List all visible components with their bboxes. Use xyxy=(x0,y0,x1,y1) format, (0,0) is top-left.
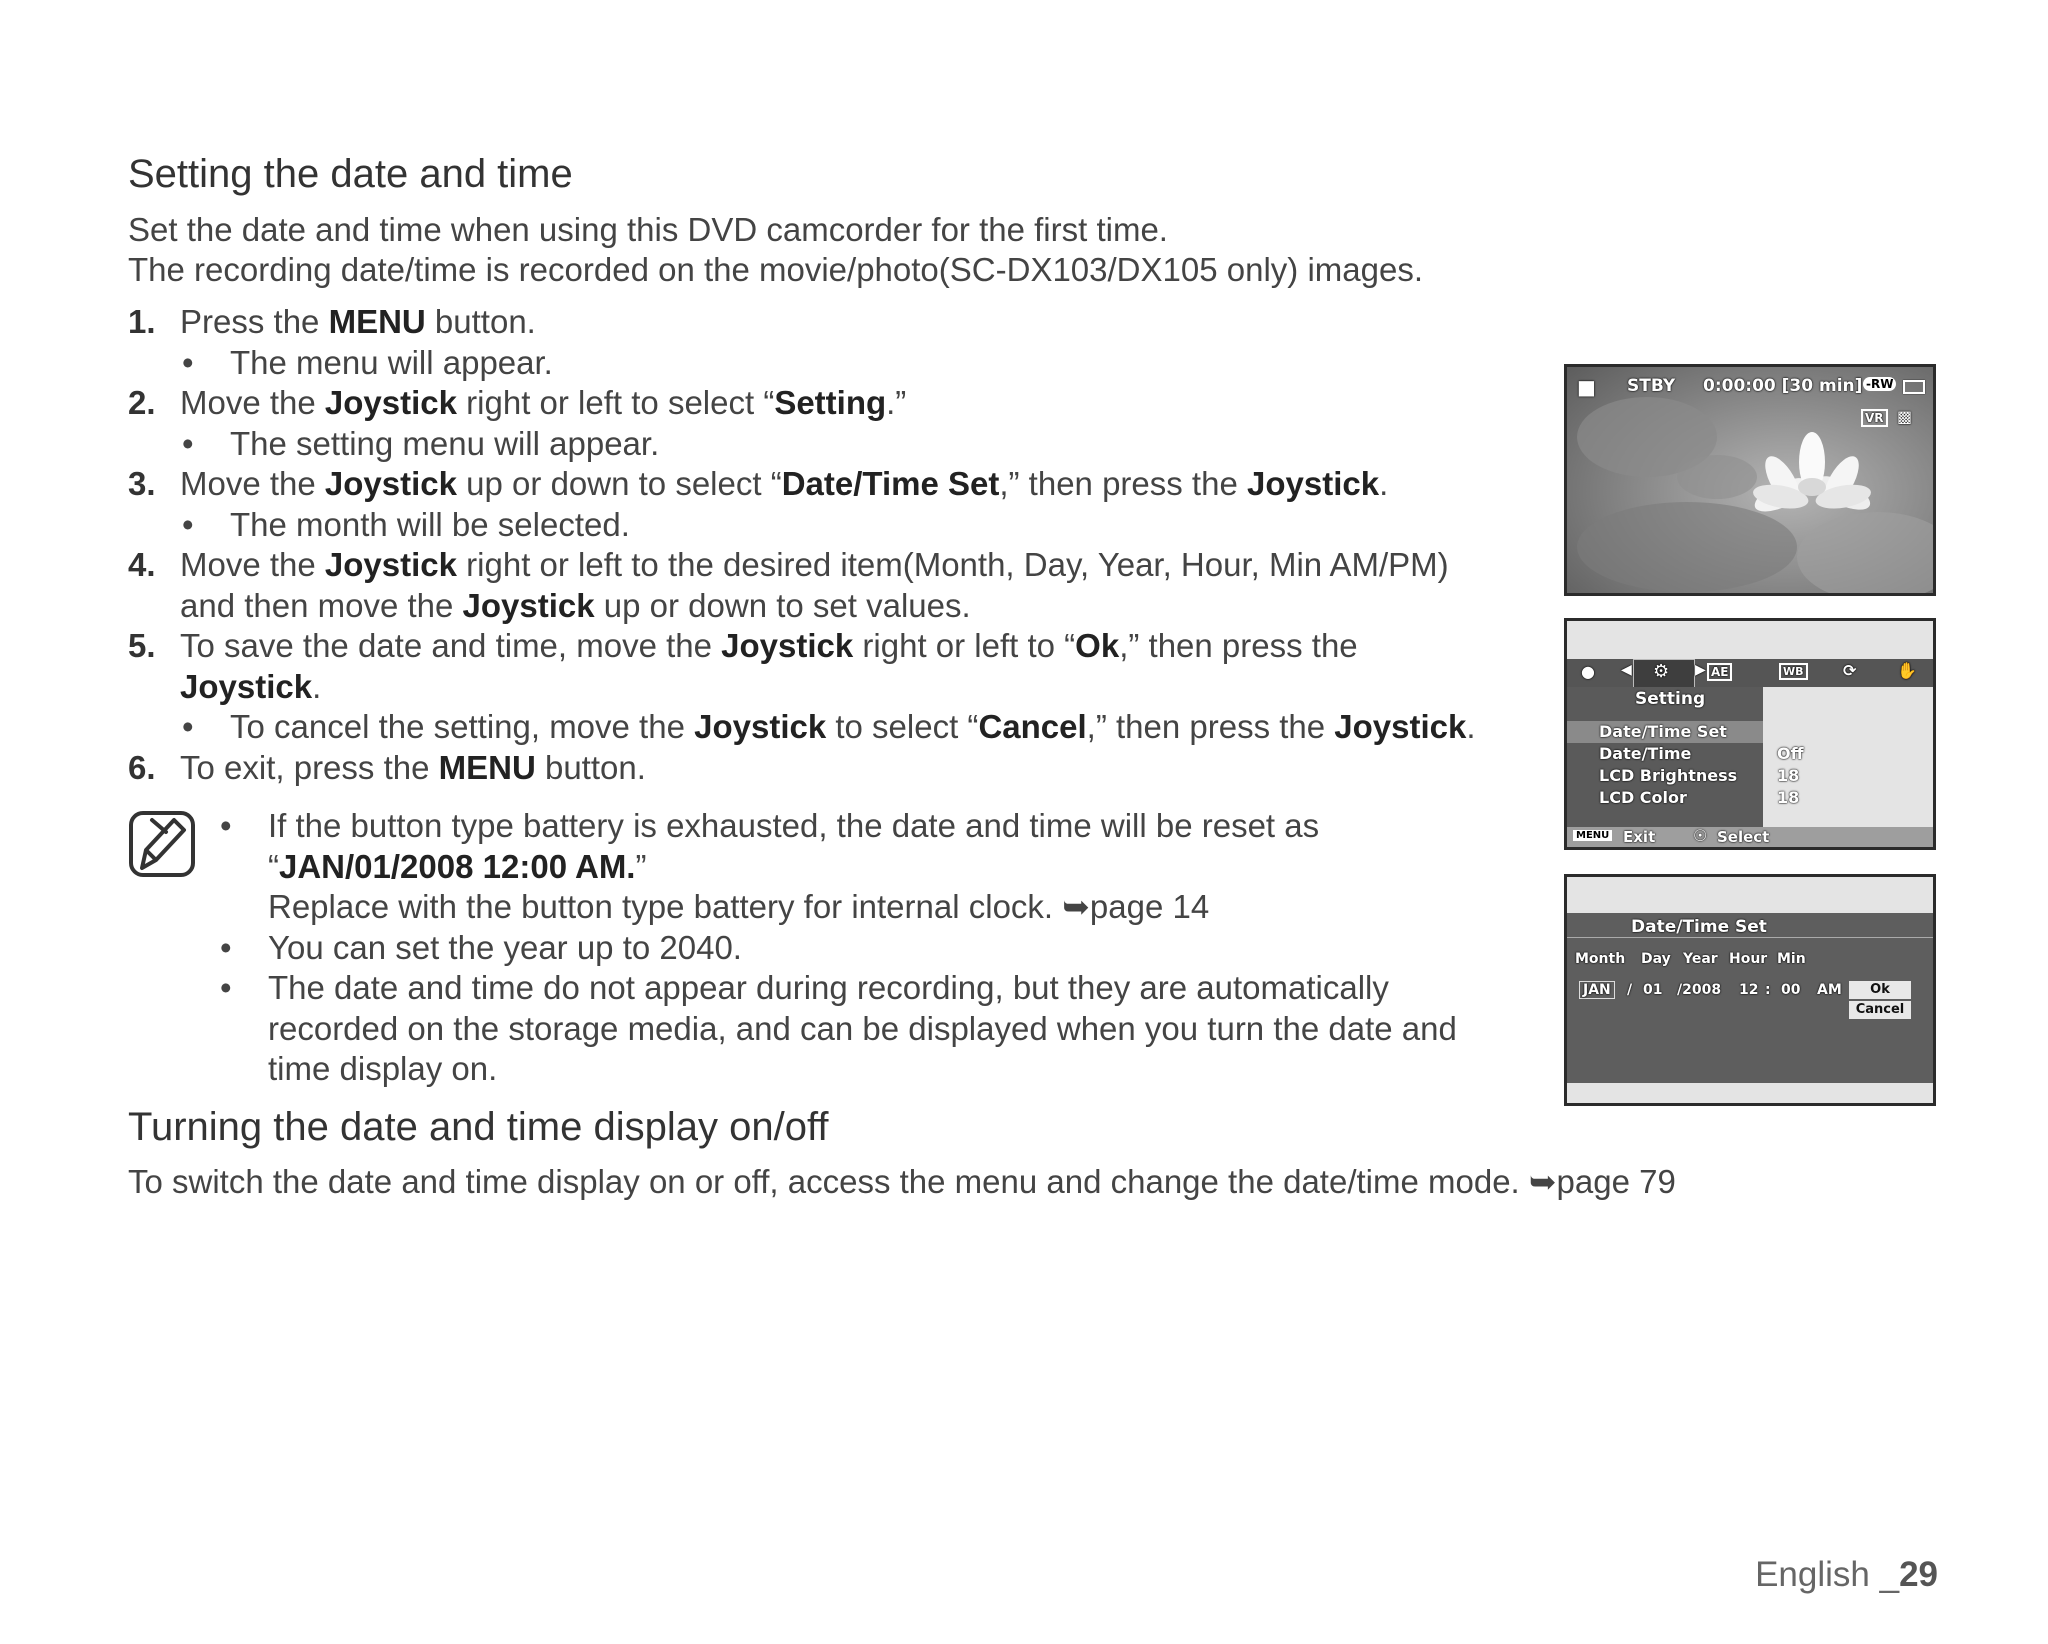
step-text: and then move the xyxy=(180,586,463,624)
setting-menu-screen xyxy=(1564,618,1936,850)
note-pencil-icon xyxy=(128,810,196,878)
note-item-3 xyxy=(210,968,1550,1090)
select-label[interactable]: Select xyxy=(1717,828,1770,846)
menu-item-date-time-set[interactable]: Date/Time Set xyxy=(1599,722,1727,741)
step-text: To save the date and time, move the xyxy=(180,627,722,664)
note-text: time display on. xyxy=(268,1050,498,1087)
step-bold: Joystick xyxy=(324,465,458,502)
step-number: 4. xyxy=(128,546,156,583)
sub-bold: Joystick xyxy=(694,708,827,745)
step-4 xyxy=(128,545,1568,626)
step-text: button. xyxy=(425,303,536,340)
sub-text: To cancel the setting, move the xyxy=(230,708,695,745)
step-number: 3. xyxy=(128,465,156,502)
battery-icon xyxy=(1903,380,1925,394)
step-2 xyxy=(128,383,1568,424)
step-text: .” xyxy=(886,384,907,421)
right-arrow-icon: ▶ xyxy=(1695,662,1706,678)
menu-item-date-time[interactable]: Date/Time xyxy=(1599,744,1692,763)
colon: : xyxy=(1765,982,1771,998)
note-text: recorded on the storage media, and can be displayed when you turn the date and xyxy=(268,1009,1457,1047)
step-number: 5. xyxy=(128,627,156,664)
label-hour: Hour xyxy=(1729,951,1768,967)
step-text: ,” then press the xyxy=(999,465,1247,502)
value-lcd-color: 18 xyxy=(1777,788,1800,807)
note-text: The date and time do not appear during recording, but they are automatically xyxy=(268,969,1389,1006)
section-title-setting-date: Setting the date and time xyxy=(128,152,573,196)
gear-icon: ⚙ xyxy=(1653,661,1670,682)
note-bold: JAN/01/2008 12:00 AM. xyxy=(279,847,636,885)
step-5 xyxy=(128,626,1568,707)
value-date-time: Off xyxy=(1777,744,1804,763)
tab-wb[interactable]: WB xyxy=(1779,663,1808,680)
step-text: Move the xyxy=(180,465,325,502)
intro-text xyxy=(128,210,1423,290)
step-text: right or left to “ xyxy=(853,627,1076,664)
menu-key-badge: MENU xyxy=(1573,830,1612,841)
camcorder-standby-screen xyxy=(1564,364,1936,596)
step-text: Move the xyxy=(180,546,325,583)
note-item-1 xyxy=(210,806,1550,928)
scene-icon: ● xyxy=(1581,662,1595,681)
step-text: Press the xyxy=(180,303,329,340)
exit-label[interactable]: Exit xyxy=(1623,828,1656,846)
cancel-button[interactable]: Cancel xyxy=(1849,1001,1911,1019)
stabilizer-icon: ⟳ xyxy=(1843,661,1857,680)
step-text: right or left to select “ xyxy=(457,384,775,421)
step-bold: Joystick xyxy=(180,667,313,705)
ampm-field[interactable]: AM xyxy=(1817,982,1842,998)
step-bold: Date/Time Set xyxy=(781,465,1000,502)
step-text: . xyxy=(312,667,322,705)
separator: / xyxy=(1627,982,1633,998)
intro-line-2: The recording date/time is recorded on the movie/photo(SC-DX103/DX105 only) images. xyxy=(128,251,1423,288)
step-bold: Joystick xyxy=(1246,465,1380,502)
bullet: • xyxy=(220,807,232,844)
disc-rw-icon: -RW xyxy=(1863,377,1896,391)
quality-icon: ▩ xyxy=(1897,407,1913,426)
steps-list xyxy=(128,302,1568,788)
stby-label: STBY xyxy=(1627,376,1676,396)
step-5-sub xyxy=(128,707,1568,748)
section-title-display-onoff: Turning the date and time display on/off xyxy=(128,1105,829,1149)
step-text: up or down to select “ xyxy=(457,465,782,502)
left-arrow-icon: ◀ xyxy=(1621,662,1632,678)
page-number: 29 xyxy=(1899,1555,1938,1594)
step-3-sub xyxy=(128,505,1568,546)
hand-icon: ✋ xyxy=(1897,661,1917,680)
menu-item-lcd-color[interactable]: LCD Color xyxy=(1599,788,1687,807)
step-6 xyxy=(128,748,1568,789)
menu-item-lcd-brightness[interactable]: LCD Brightness xyxy=(1599,766,1738,785)
note-item-2 xyxy=(210,928,1550,969)
footer-language: English _ xyxy=(1755,1555,1900,1594)
bullet: • xyxy=(182,505,194,543)
month-field[interactable]: JAN xyxy=(1579,981,1615,999)
intro-line-1: Set the date and time when using this DVD camcorder for the first time. xyxy=(128,211,1168,248)
hour-field[interactable]: 12 xyxy=(1739,982,1759,998)
lotus-photo xyxy=(1567,367,1933,593)
step-1-sub xyxy=(128,343,1568,384)
step-text: up or down to set values. xyxy=(594,586,971,624)
label-min: Min xyxy=(1777,951,1806,967)
sub-text: to select “ xyxy=(826,708,979,745)
vr-mode-icon: VR xyxy=(1861,409,1888,427)
title-divider xyxy=(1567,937,1933,938)
note-text: If the button type battery is exhausted, the date and time will be reset as xyxy=(268,807,1320,844)
bullet: • xyxy=(182,343,194,381)
step-text: button. xyxy=(535,748,646,786)
sub-text: ,” then press the xyxy=(1086,708,1335,745)
label-month: Month xyxy=(1575,951,1626,967)
sub-text: . xyxy=(1466,708,1476,745)
bullet: • xyxy=(182,708,194,745)
day-field[interactable]: 01 xyxy=(1643,982,1663,998)
step-1 xyxy=(128,302,1568,343)
date-time-set-screen xyxy=(1564,874,1936,1106)
sub-bold: Cancel xyxy=(978,708,1087,745)
step-bold: Joystick xyxy=(324,546,458,583)
camera-mode-icon: ■ xyxy=(1577,375,1596,399)
sub-text: The month will be selected. xyxy=(230,505,630,543)
sub-text: The setting menu will appear. xyxy=(230,424,660,462)
bullet: • xyxy=(182,424,194,462)
step-bold: Ok xyxy=(1075,627,1120,664)
bullet: • xyxy=(220,969,232,1006)
ok-button[interactable]: Ok xyxy=(1849,981,1911,999)
step-text: Move the xyxy=(180,384,325,421)
step-3 xyxy=(128,464,1568,505)
page-footer xyxy=(1755,1555,1938,1595)
note-text: ” xyxy=(635,847,647,885)
step-text: ,” then press the xyxy=(1119,627,1358,664)
year-field[interactable]: /2008 xyxy=(1677,982,1722,998)
step-bold: MENU xyxy=(328,303,426,340)
step-number: 1. xyxy=(128,303,156,340)
label-day: Day xyxy=(1641,951,1671,967)
bullet: • xyxy=(220,928,232,966)
step-bold: Joystick xyxy=(324,384,458,421)
note-text: “ xyxy=(268,847,279,885)
sub-bold: Joystick xyxy=(1334,708,1467,745)
note-text-page-ref: Replace with the button type battery for internal clock. ➥page 14 xyxy=(268,888,1210,925)
menu-title: Setting xyxy=(1635,689,1706,709)
step-bold: Setting xyxy=(774,384,887,421)
step-text: right or left to the desired item(Month, Day, Year, Hour, Min AM/PM) xyxy=(457,546,1449,583)
label-year: Year xyxy=(1683,951,1718,967)
step-text: To exit, press the xyxy=(180,748,439,786)
value-lcd-brightness: 18 xyxy=(1777,766,1800,785)
step-text: . xyxy=(1379,465,1389,502)
step-bold: Joystick xyxy=(721,627,854,664)
joystick-icon: ☉ xyxy=(1693,826,1708,845)
notes-list xyxy=(210,806,1550,1090)
datetime-title: Date/Time Set xyxy=(1631,917,1767,937)
step-number: 6. xyxy=(128,748,156,786)
step-number: 2. xyxy=(128,384,156,421)
step-2-sub xyxy=(128,424,1568,465)
sub-text: The menu will appear. xyxy=(230,343,553,381)
step-bold: MENU xyxy=(438,748,536,786)
time-counter: 0:00:00 [30 min] xyxy=(1703,376,1863,396)
tab-ae[interactable]: AE xyxy=(1707,663,1732,681)
note-text: You can set the year up to 2040. xyxy=(268,928,742,966)
display-onoff-text: To switch the date and time display on or off, access the menu and change the date/time mode. ➥page 79 xyxy=(128,1163,1676,1200)
step-bold: Joystick xyxy=(462,586,595,624)
min-field[interactable]: 00 xyxy=(1781,982,1801,998)
